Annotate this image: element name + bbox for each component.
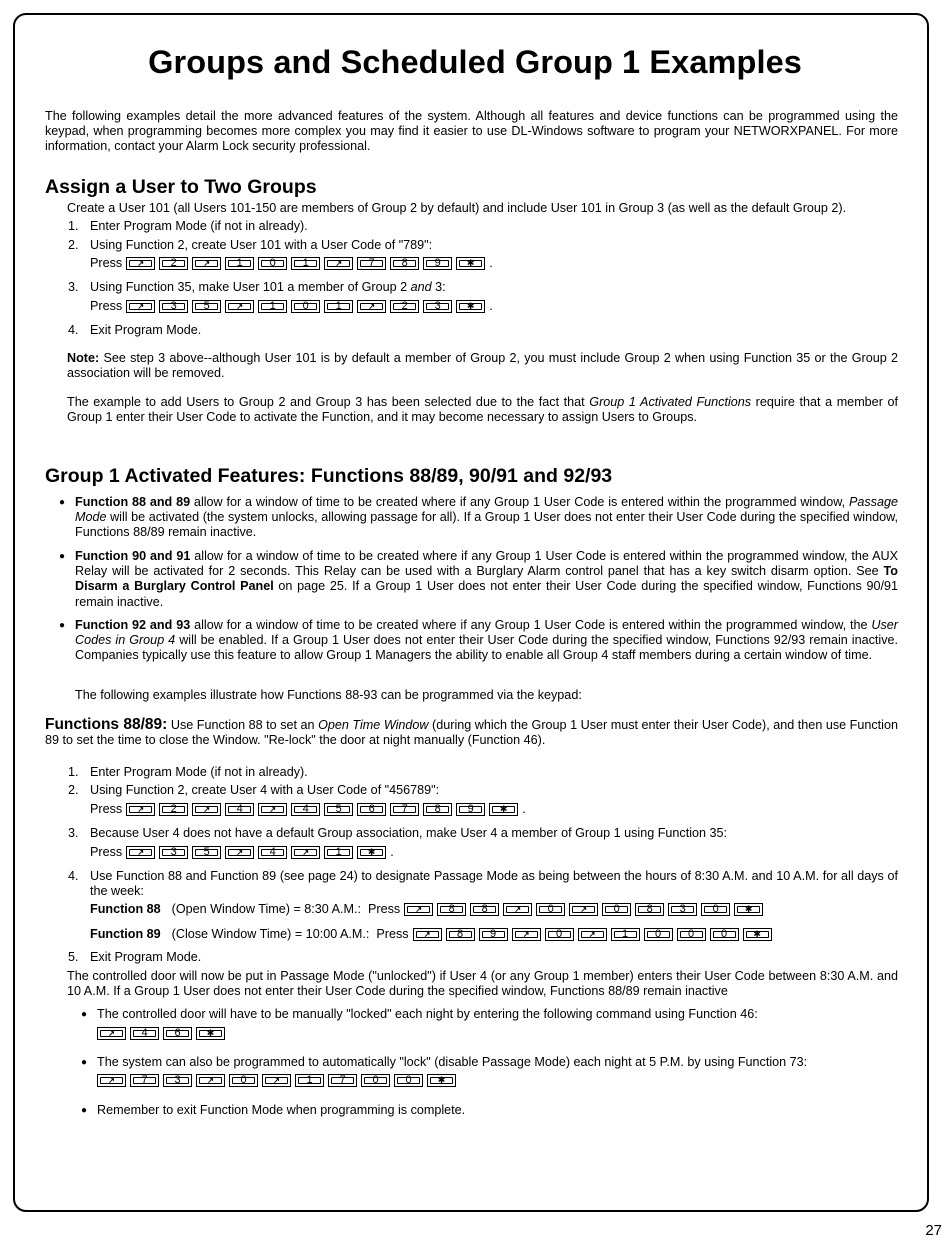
digit-key: 7 [130, 1074, 159, 1087]
program-key-icon: ↗ [192, 803, 221, 816]
star-key-icon: ✱ [489, 803, 518, 816]
star-key-icon: ✱ [734, 903, 763, 916]
digit-key: 0 [644, 928, 673, 941]
key-sequence-line [97, 1026, 225, 1041]
digit-key: 3 [159, 300, 188, 313]
list-item: 2. Using Function 2, create User 4 with a User Code of "456789": [68, 783, 440, 797]
program-key-icon: ↗ [357, 300, 386, 313]
program-key-icon: ↗ [97, 1027, 126, 1040]
list-item: 5. Exit Program Mode. [68, 950, 202, 964]
digit-key: 0 [701, 903, 730, 916]
digit-key: 4 [291, 803, 320, 816]
digit-key: 7 [328, 1074, 357, 1087]
bullet-icon: ● [59, 551, 66, 562]
bullet-item: ● Function 90 and 91 allow for a window of time to be created where if any Group 1 User Code is entered within the programmed window, the AUX Relay will be activated for 2 seconds. This Relay can be used with a Burglary Alarm control panel that has a key switch disarm option. See To Disarm a Burglary Control Panel on page 25. If a Group 1 User does not enter their User Code during the specified window, Functions 90/91 remain inactive. [59, 549, 898, 609]
section-heading-functions-88-89: Functions 88/89: [45, 716, 168, 733]
star-key-icon: ✱ [427, 1074, 456, 1087]
program-key-icon: ↗ [258, 803, 287, 816]
key-sequence-line: Press ↗ 2 ↗ 1 0 1 ↗ 7 8 9 ✱ . [90, 256, 493, 270]
digit-key: 0 [229, 1074, 258, 1087]
bullet-item: ● Function 92 and 93 allow for a window of time to be created where if any Group 1 User Code is entered within the programmed window, the User Codes in Group 4 will be enabled. If a Group 1 User does not enter their User Code during the specified window, Functions 92/93 remain inactive. Companies typically use this feature to allow Group 1 Managers the ability to enable all Group 4 staff members during a certain window of time. [59, 618, 898, 663]
program-key-icon: ↗ [503, 903, 532, 916]
program-key-icon: ↗ [324, 257, 353, 270]
star-key-icon: ✱ [456, 257, 485, 270]
list-item: 1. Enter Program Mode (if not in already). [68, 765, 308, 779]
program-key-icon: ↗ [192, 257, 221, 270]
bullet-item: ● The system can also be programmed to automatically "lock" (disable Passage Mode) each night at 5 P.M. by using Function 73: [81, 1055, 808, 1069]
program-key-icon: ↗ [569, 903, 598, 916]
digit-key: 0 [536, 903, 565, 916]
list-item: 3. Using Function 35, make User 101 a member of Group 2 and 3: [68, 280, 446, 294]
program-key-icon: ↗ [196, 1074, 225, 1087]
bullet-item: ● The controlled door will have to be manually "locked" each night by entering the following command using Function 46: [81, 1007, 758, 1021]
intro-paragraph: The following examples detail the more advanced features of the system. Although all features and device functions can be programmed using the keypad, when programming becomes more complex you may find it easier to use DL-Windows software to program your NETWORXPANEL. For more information, contact your Alarm Lock security professional. [45, 109, 898, 154]
keypad-sequence [97, 1027, 225, 1040]
page-title: Groups and Scheduled Group 1 Examples [148, 44, 802, 80]
bullet-icon: ● [81, 1009, 88, 1020]
program-key-icon: ↗ [126, 803, 155, 816]
digit-key: 0 [710, 928, 739, 941]
key-sequence-line: Press ↗ 2 ↗ 4 ↗ 4 5 6 7 8 9 ✱ . [90, 802, 526, 816]
list-item: 4. Use Function 88 and Function 89 (see page 24) to designate Passage Mode as being between the hours of 8:30 A.M. and 10 A.M. for all days of the week: [68, 869, 898, 899]
keypad-sequence [413, 928, 772, 941]
digit-key: 1 [258, 300, 287, 313]
digit-key: 8 [437, 903, 466, 916]
digit-key: 5 [192, 300, 221, 313]
digit-key: 1 [611, 928, 640, 941]
digit-key: 8 [470, 903, 499, 916]
program-key-icon: ↗ [262, 1074, 291, 1087]
digit-key: 8 [635, 903, 664, 916]
key-sequence-line: Press ↗ 3 5 ↗ 4 ↗ 1 ✱ . [90, 845, 394, 859]
digit-key: 0 [602, 903, 631, 916]
bullet-item: ● Remember to exit Function Mode when programming is complete. [81, 1103, 466, 1117]
program-key-icon: ↗ [126, 846, 155, 859]
program-key-icon: ↗ [225, 300, 254, 313]
digit-key: 8 [423, 803, 452, 816]
section1-lead: Create a User 101 (all Users 101-150 are members of Group 2 by default) and include User 101 in Group 3 (as well as the default Group 2). [67, 201, 847, 215]
section2-follow-text: The following examples illustrate how Functions 88-93 can be programmed via the keypad: [75, 688, 582, 702]
function-89-line: Function 89 (Close Window Time) = 10:00 A.M.: Press ↗ 8 9 ↗ 0 ↗ 1 0 0 0 ✱ [90, 927, 772, 942]
keypad-sequence [126, 803, 518, 816]
result-paragraph: The controlled door will now be put in Passage Mode ("unlocked") if User 4 (or any Group 1 member) enters their User Code between 8:30 A.M. and 10 A.M. If a Group 1 User does not enter their User Code during the specified window, Functions 88/89 remain inactive [67, 969, 898, 999]
program-key-icon: ↗ [126, 257, 155, 270]
digit-key: 9 [456, 803, 485, 816]
program-key-icon: ↗ [97, 1074, 126, 1087]
keypad-sequence [126, 300, 485, 313]
digit-key: 1 [291, 257, 320, 270]
digit-key: 6 [163, 1027, 192, 1040]
list-item: 4. Exit Program Mode. [68, 323, 202, 337]
digit-key: 3 [668, 903, 697, 916]
bullet-item: ● Function 88 and 89 allow for a window of time to be created where if any Group 1 User Code is entered within the programmed window, Passage Mode will be activated (the system unlocks, allowing passage for all). If a Group 1 User does not enter their User Code during the specified window, Functions 88/89 remain inactive. [59, 495, 898, 540]
digit-key: 0 [361, 1074, 390, 1087]
digit-key: 9 [479, 928, 508, 941]
list-item: 3. Because User 4 does not have a default Group association, make User 4 a member of Group 1 using Function 35: [68, 826, 728, 840]
keypad-sequence [126, 257, 485, 270]
digit-key: 1 [324, 846, 353, 859]
digit-key: 1 [225, 257, 254, 270]
digit-key: 4 [130, 1027, 159, 1040]
key-sequence-line: Press ↗ 3 5 ↗ 1 0 1 ↗ 2 3 ✱ . [90, 299, 493, 313]
list-item: 2. Using Function 2, create User 101 with a User Code of "789": [68, 238, 433, 252]
note-paragraph: Note: See step 3 above--although User 101 is by default a member of Group 2, you must include Group 2 when using Function 35 or the Group 2 association will be removed. [67, 351, 898, 381]
digit-key: 0 [545, 928, 574, 941]
star-key-icon: ✱ [743, 928, 772, 941]
program-key-icon: ↗ [578, 928, 607, 941]
keypad-sequence [126, 846, 386, 859]
list-item: 1. Enter Program Mode (if not in already). [68, 219, 308, 233]
digit-key: 7 [390, 803, 419, 816]
digit-key: 3 [163, 1074, 192, 1087]
bullet-icon: ● [81, 1057, 88, 1068]
star-key-icon: ✱ [196, 1027, 225, 1040]
bullet-icon: ● [81, 1105, 88, 1116]
digit-key: 2 [159, 803, 188, 816]
digit-key: 6 [357, 803, 386, 816]
digit-key: 5 [324, 803, 353, 816]
section1-paragraph: The example to add Users to Group 2 and Group 3 has been selected due to the fact that Group 1 Activated Functions require that a member of Group 1 enter their User Code to activate the Function, and it may become necessary to assign Users to Groups. [67, 395, 898, 425]
digit-key: 5 [192, 846, 221, 859]
digit-key: 4 [225, 803, 254, 816]
function-88-line: Function 88 (Open Window Time) = 8:30 A.M.: Press ↗ 8 8 ↗ 0 ↗ 0 8 3 0 ✱ [90, 902, 763, 917]
digit-key: 3 [159, 846, 188, 859]
star-key-icon: ✱ [456, 300, 485, 313]
digit-key: 1 [295, 1074, 324, 1087]
digit-key: 0 [677, 928, 706, 941]
program-key-icon: ↗ [413, 928, 442, 941]
program-key-icon: ↗ [225, 846, 254, 859]
star-key-icon: ✱ [357, 846, 386, 859]
digit-key: 0 [258, 257, 287, 270]
bullet-icon: ● [59, 497, 66, 508]
digit-key: 4 [258, 846, 287, 859]
program-key-icon: ↗ [291, 846, 320, 859]
digit-key: 2 [390, 300, 419, 313]
digit-key: 0 [394, 1074, 423, 1087]
digit-key: 9 [423, 257, 452, 270]
digit-key: 3 [423, 300, 452, 313]
program-key-icon: ↗ [512, 928, 541, 941]
program-key-icon: ↗ [126, 300, 155, 313]
key-sequence-line [97, 1073, 456, 1088]
keypad-sequence [404, 903, 763, 916]
digit-key: 8 [390, 257, 419, 270]
page-number: 27 [925, 1222, 942, 1239]
digit-key: 1 [324, 300, 353, 313]
section-heading-group1-features: Group 1 Activated Features: Functions 88/89, 90/91 and 92/93 [45, 465, 613, 487]
digit-key: 8 [446, 928, 475, 941]
functions-88-89-intro: Functions 88/89: Use Function 88 to set an Open Time Window (during which the Group 1 User must enter their User Code), and then use Function 89 to set the time to close the Window. "Re-lock" the door at night manually (Function 46). [45, 716, 898, 748]
digit-key: 2 [159, 257, 188, 270]
section-heading-assign-user: Assign a User to Two Groups [45, 176, 317, 198]
program-key-icon: ↗ [404, 903, 433, 916]
digit-key: 0 [291, 300, 320, 313]
bullet-icon: ● [59, 620, 66, 631]
digit-key: 7 [357, 257, 386, 270]
keypad-sequence [97, 1074, 456, 1087]
